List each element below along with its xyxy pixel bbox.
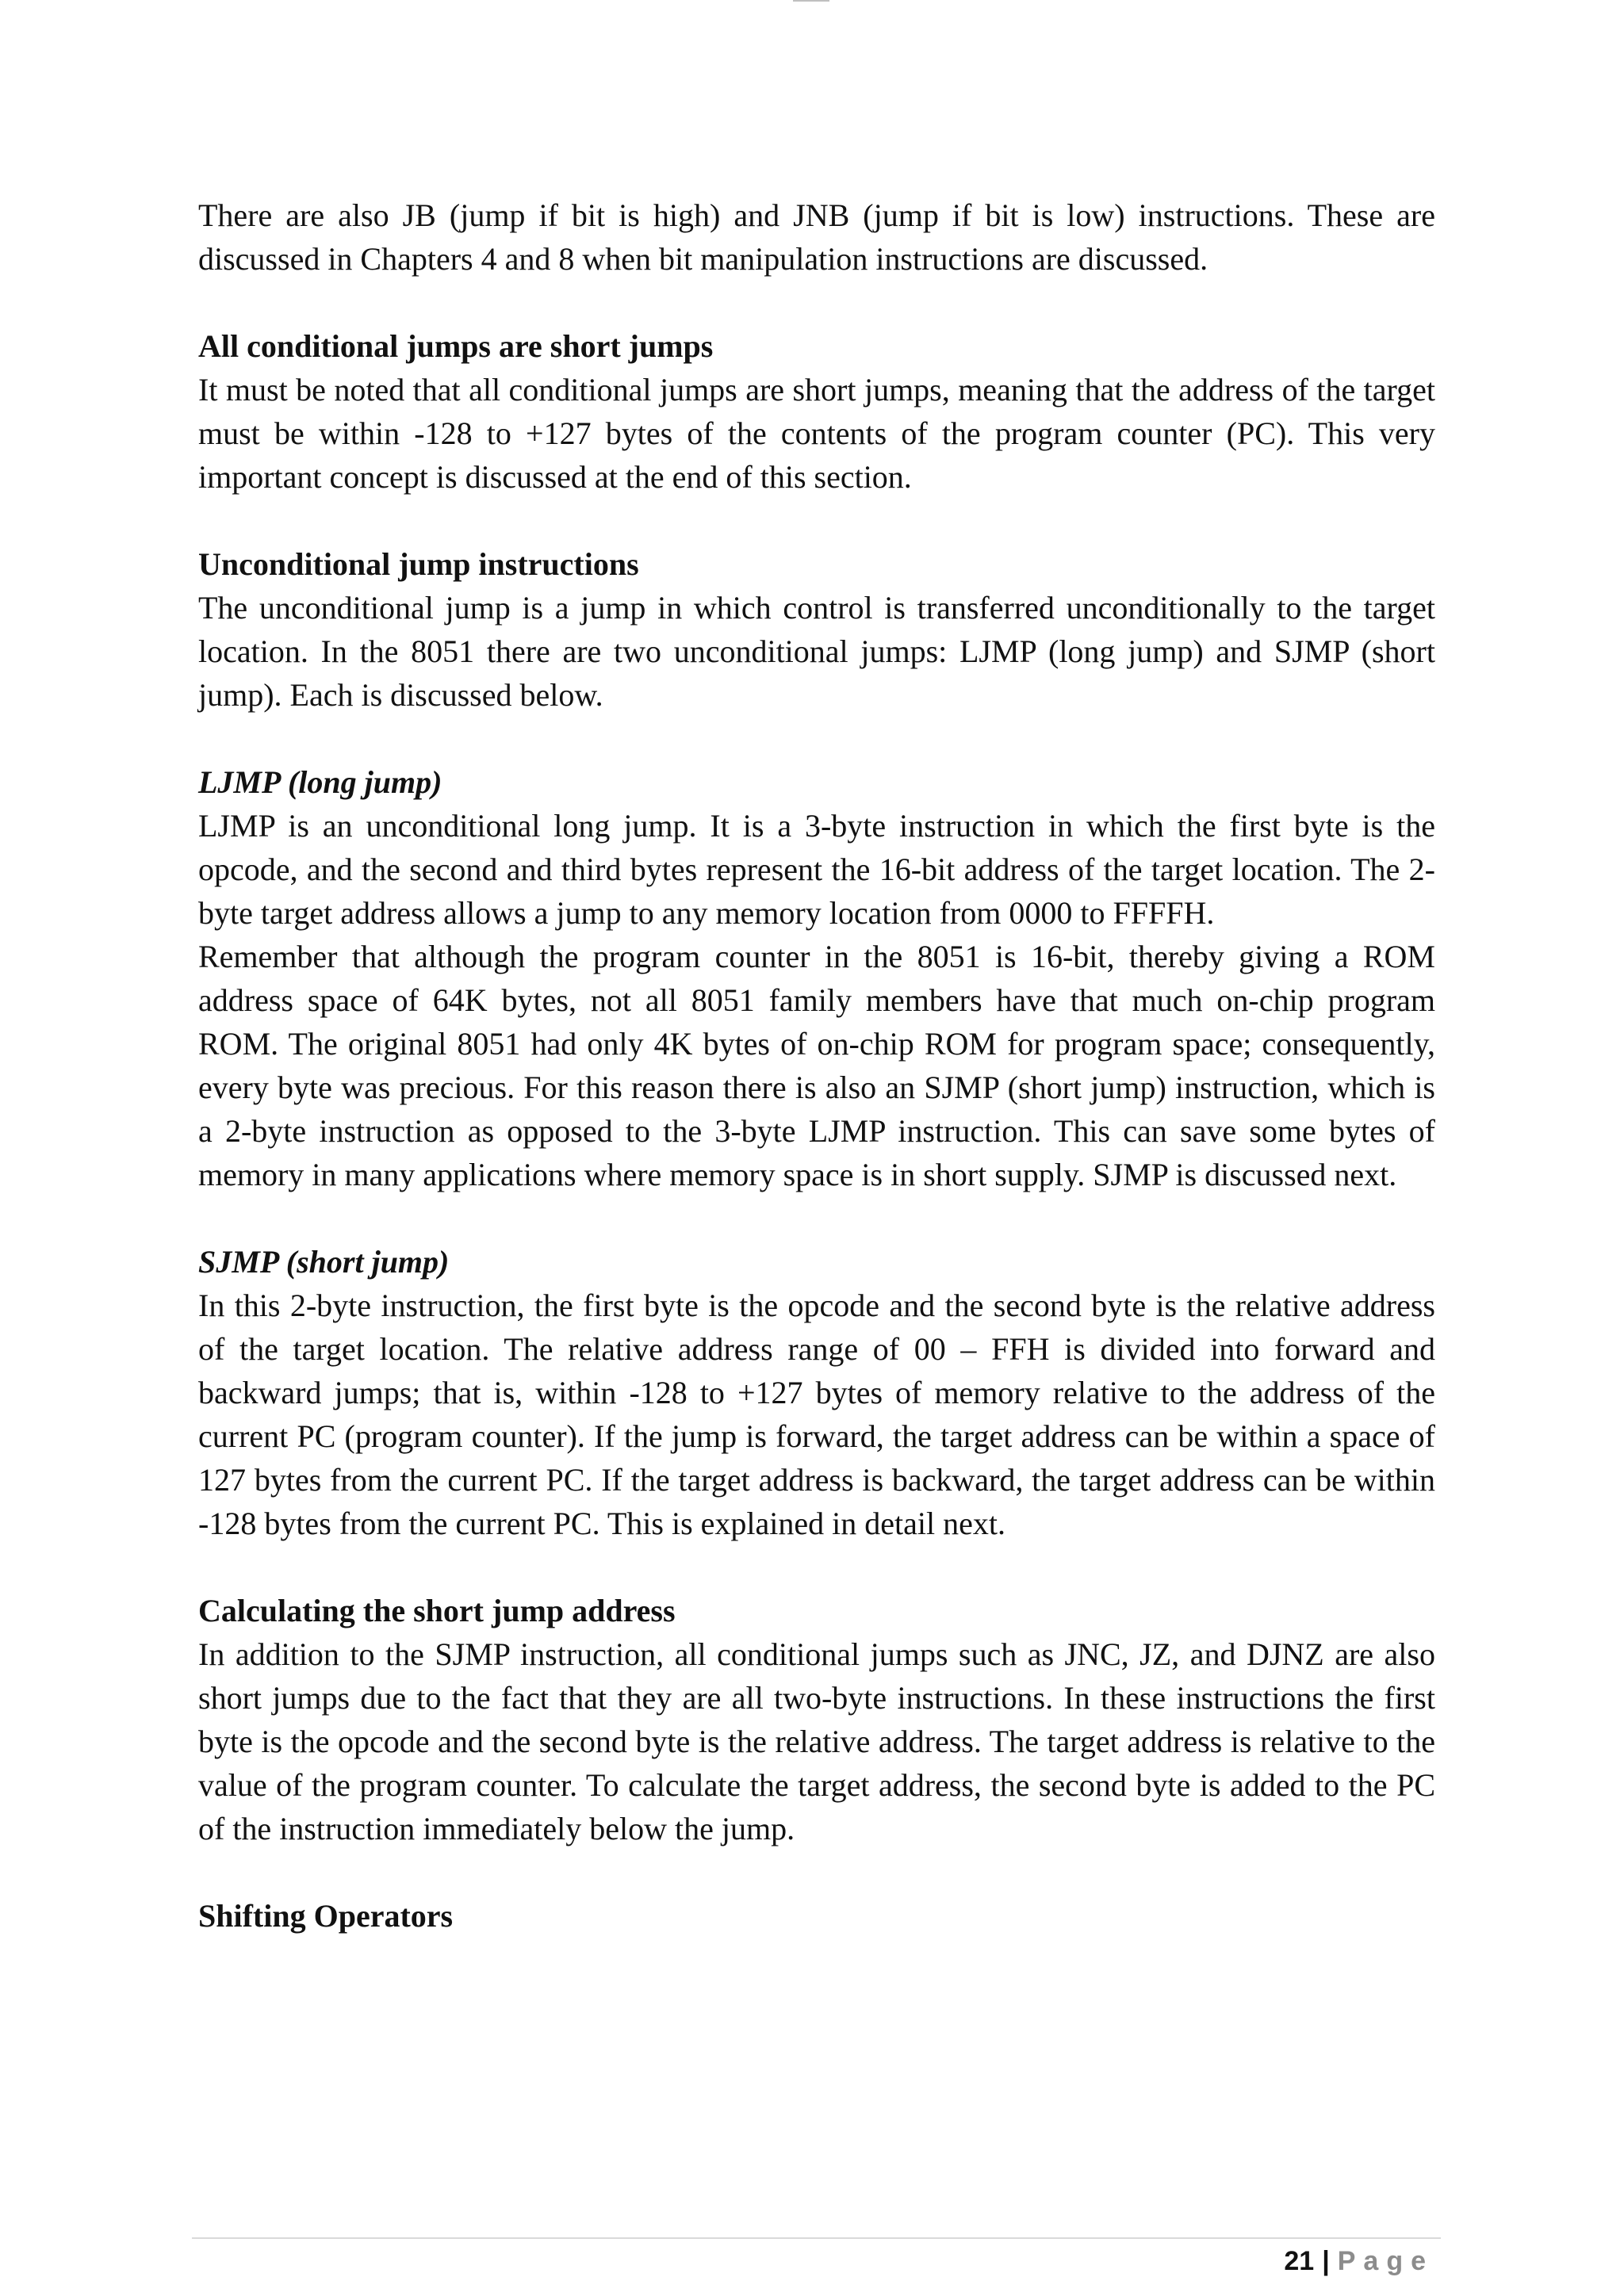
- spacer: [198, 1545, 1435, 1589]
- heading-calculating-short-jump: Calculating the short jump address: [198, 1593, 676, 1628]
- unconditional-jumps-paragraph: The unconditional jump is a jump in which control is transferred unconditionally to the target location. In the 8051 there are two unconditional jumps: LJMP (long jump) and SJMP (short jump). Each is discussed below.: [198, 590, 1435, 713]
- spacer: [198, 499, 1435, 542]
- spacer: [198, 1850, 1435, 1894]
- conditional-jumps-paragraph: It must be noted that all conditional jumps are short jumps, meaning that the address of the target must be within -128 to +127 bytes of the contents of the program counter (PC). This very important concept is discussed at the end of this section.: [198, 372, 1435, 495]
- page-content: [198, 193, 1435, 1938]
- heading-unconditional-jumps: Unconditional jump instructions: [198, 546, 639, 582]
- page-footer: [1284, 2245, 1434, 2277]
- ljmp-paragraph-2: Remember that although the program counter in the 8051 is 16-bit, thereby giving a ROM address space of 64K bytes, not all 8051 family members have that much on-chip program ROM. The original 8051 had only 4K bytes of on-chip ROM for program space; consequently, every byte was precious. For this reason there is also an SJMP (short jump) instruction, which is a 2-byte instruction as opposed to the 3-byte LJMP instruction. This can save some bytes of memory in many applications where memory space is in short supply. SJMP is discussed next.: [198, 939, 1435, 1192]
- heading-sjmp: SJMP (short jump): [198, 1244, 450, 1280]
- footer-rule: [192, 2237, 1441, 2239]
- footer-separator: |: [1322, 2246, 1330, 2276]
- sjmp-paragraph: In this 2-byte instruction, the first byte is the opcode and the second byte is the relative address of the target location. The relative address range of 00 – FFH is divided into forward and backward jumps; that is, within -128 to +127 bytes of memory relative to the address of the current PC (program counter). If the jump is forward, the target address can be within a space of 127 bytes from the current PC. If the target address is backward, the target address can be within -128 bytes from the current PC. This is explained in detail next.: [198, 1288, 1435, 1541]
- intro-paragraph: There are also JB (jump if bit is high) and JNB (jump if bit is low) instructions. These are discussed in Chapters 4 and 8 when bit manipulation instructions are discussed.: [198, 197, 1435, 277]
- ljmp-paragraph-1: LJMP is an unconditional long jump. It is a 3-byte instruction in which the first byte is the opcode, and the second and third bytes represent the 16-bit address of the target location. The 2-byte target address allows a jump to any memory location from 0000 to FFFFH.: [198, 808, 1435, 931]
- heading-conditional-jumps: All conditional jumps are short jumps: [198, 328, 714, 364]
- page-number: 21: [1284, 2246, 1315, 2276]
- calculating-short-jump-paragraph: In addition to the SJMP instruction, all conditional jumps such as JNC, JZ, and DJNZ are also short jumps due to the fact that they are all two-byte instructions. In these instructions the first byte is the opcode and the second byte is the relative address. The target address is relative to the value of the program counter. To calculate the target address, the second byte is added to the PC of the instruction immediately below the jump.: [198, 1636, 1435, 1846]
- spacer: [198, 1196, 1435, 1240]
- spacer: [198, 717, 1435, 760]
- spacer: [198, 281, 1435, 324]
- page-label: Page: [1337, 2246, 1434, 2276]
- heading-shifting-operators: Shifting Operators: [198, 1898, 454, 1934]
- heading-ljmp: LJMP (long jump): [198, 764, 442, 800]
- top-header-mark: [793, 0, 829, 2]
